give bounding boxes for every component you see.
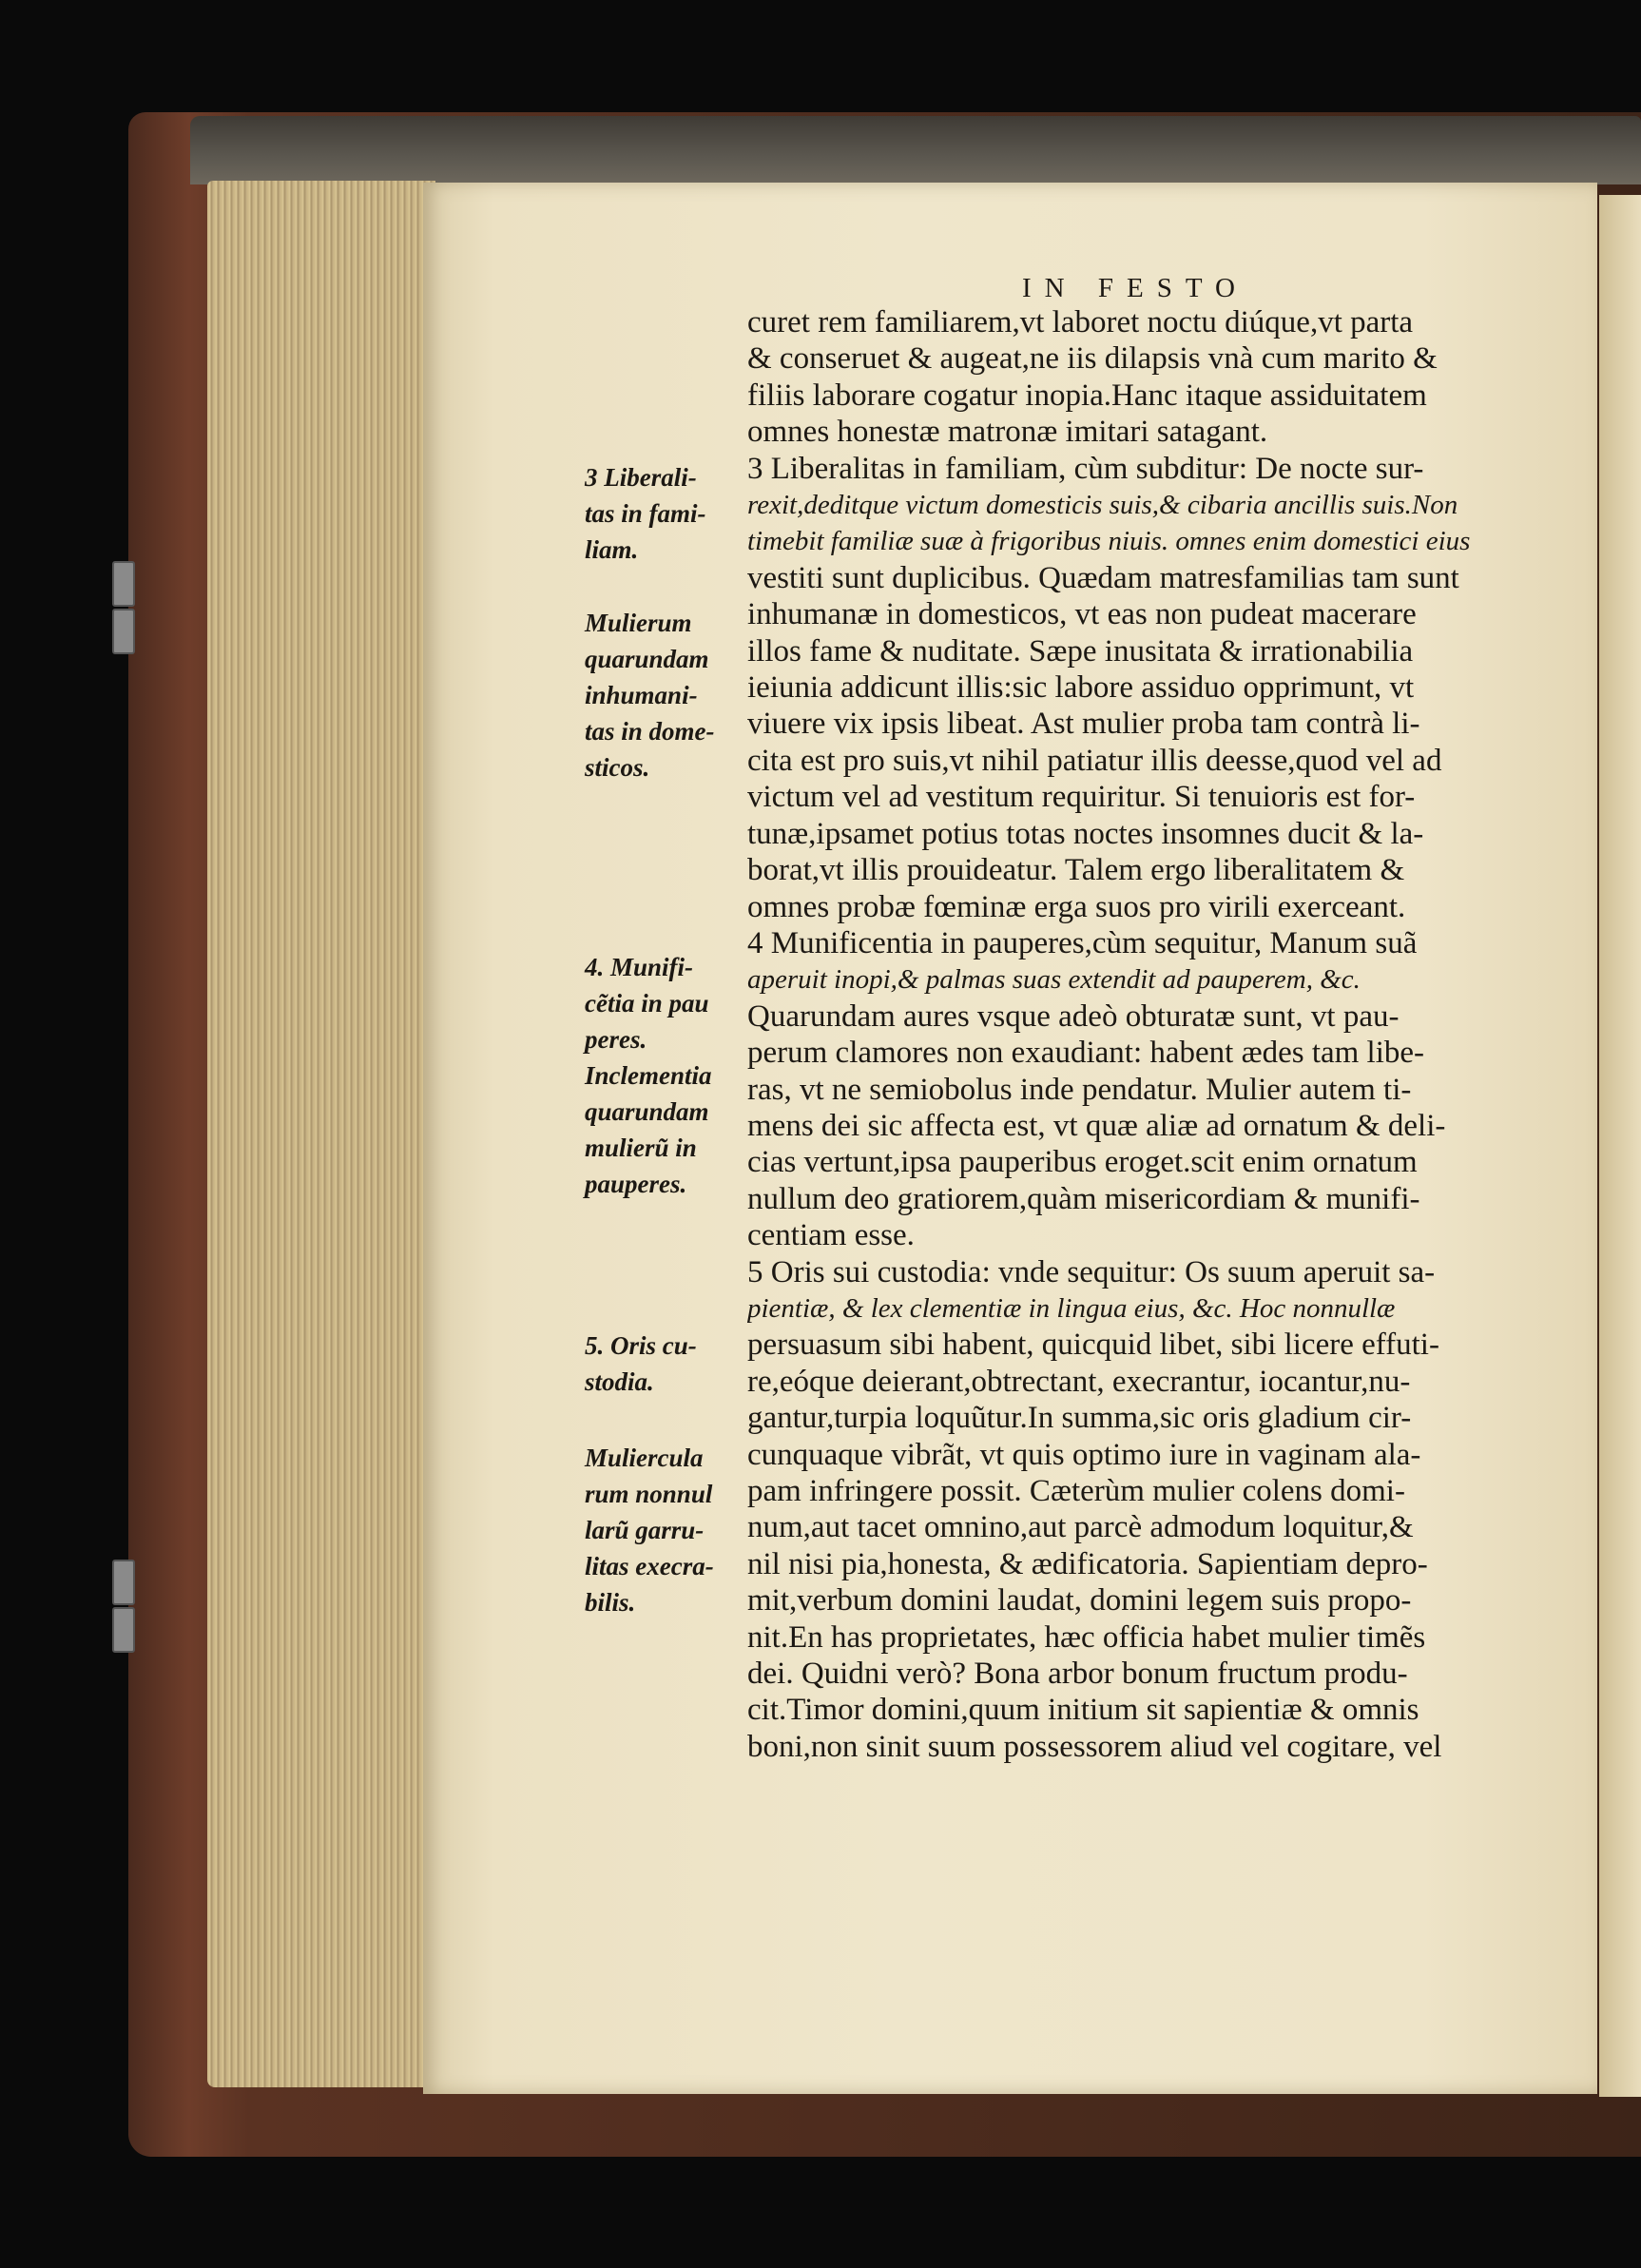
- text-line: inhumanæ in domesticos, vt eas non pudeat macerare: [747, 597, 1417, 632]
- text-line: mens dei sic affecta est, vt quæ aliæ ad ornatum & deli-: [747, 1108, 1446, 1143]
- margin-note: sticos.: [585, 753, 650, 782]
- text-line: pientiæ, & lex clementiæ in lingua eius, &c. Hoc nonnullæ: [747, 1292, 1396, 1324]
- margin-note: inhumani-: [585, 681, 698, 709]
- text-line: gantur,turpia loquũtur.In summa,sic oris gladium cir-: [747, 1401, 1412, 1436]
- text-line: 4 Munificentia in pauperes,cùm sequitur, Manum suã: [747, 925, 1418, 960]
- text-line: dei. Quidni verò? Bona arbor bonum fructum produ-: [747, 1657, 1408, 1692]
- text-line: borat,vt illis prouideatur. Talem ergo liberalitatem &: [747, 853, 1405, 888]
- text-line: cunquaque vibrãt, vt quis optimo iure in vaginam ala-: [747, 1437, 1421, 1472]
- text-line: curet rem familiarem,vt laboret noctu diúque,vt parta: [747, 305, 1414, 339]
- margin-note: 3 Liberali-: [585, 463, 697, 492]
- clasp-icon: [112, 609, 135, 654]
- margin-note: quarundam: [585, 1097, 709, 1126]
- margin-note: litas execra-: [585, 1552, 714, 1580]
- body-text: [747, 304, 1522, 1765]
- text-line: omnes honestæ matronæ imitari satagant.: [747, 415, 1268, 450]
- facing-page-edge: [1599, 195, 1641, 2097]
- margin-note: larũ garru-: [585, 1516, 705, 1544]
- text-line: nit.En has proprietates, hæc officia habet mulier timẽs: [747, 1619, 1426, 1655]
- margin-note: tas in dome-: [585, 717, 715, 746]
- text-line: victum vel ad vestitum requiritur. Si tenuioris est for-: [747, 780, 1416, 815]
- text-line: viuere vix ipsis libeat. Ast mulier proba tam contrà li-: [747, 707, 1420, 742]
- margin-note: Mulierum: [585, 609, 692, 637]
- margin-note: Inclementia: [585, 1061, 712, 1090]
- text-line: centiam esse.: [747, 1218, 915, 1253]
- margin-note: Muliercula: [585, 1444, 704, 1472]
- clasp-icon: [112, 561, 135, 607]
- margin-note: liam.: [585, 535, 639, 564]
- margin-note: tas in fami-: [585, 499, 706, 528]
- text-line: re,eóque deierant,obtrectant, execrantur, iocantur,nu-: [747, 1364, 1411, 1399]
- text-line: 5 Oris sui custodia: vnde sequitur: Os suum aperuit sa-: [747, 1254, 1436, 1289]
- text-line: filiis laborare cogatur inopia.Hanc itaque assiduitatem: [747, 378, 1427, 413]
- margin-note: pauperes.: [585, 1170, 687, 1198]
- text-line: cita est pro suis,vt nihil patiatur illis deesse,quod vel ad: [747, 743, 1442, 778]
- text-line: perum clamores non exaudiant: habent ædes tam libe-: [747, 1036, 1425, 1071]
- margin-note: bilis.: [585, 1588, 636, 1617]
- margin-note: cẽtia in pau: [585, 989, 709, 1018]
- text-line: cit.Timor domini,quum initium sit sapientiæ & omnis: [747, 1693, 1419, 1728]
- text-line: & conseruet & augeat,ne iis dilapsis vnà cum marito &: [747, 341, 1438, 377]
- text-line: num,aut tacet omnino,aut parcè admodum loquitur,&: [747, 1510, 1414, 1545]
- text-line: nil nisi pia,honesta, & ædificatoria. Sapientiam depro-: [747, 1546, 1428, 1581]
- page-edges: [207, 181, 435, 2087]
- margin-note: peres.: [585, 1025, 647, 1054]
- margin-note: mulierũ in: [585, 1134, 697, 1162]
- text-line: ras, vt ne semiobolus inde pendatur. Mulier autem ti-: [747, 1072, 1412, 1107]
- margin-note: 5. Oris cu-: [585, 1331, 697, 1360]
- margin-note: stodia.: [585, 1367, 654, 1396]
- margin-note: 4. Munifi-: [585, 953, 694, 981]
- text-line: rexit,deditque victum domesticis suis,& cibaria ancillis suis.Non: [747, 490, 1458, 521]
- text-line: omnes probæ fœminæ erga suos pro virili exerceant.: [747, 889, 1406, 924]
- text-line: nullum deo gratiorem,quàm misericordiam & munifi-: [747, 1181, 1420, 1216]
- text-line: boni,non sinit suum possessorem aliud vel cogitare, vel: [747, 1729, 1442, 1764]
- text-line: timebit familiæ suæ à frigoribus niuis. omnes enim domestici eius: [747, 526, 1471, 557]
- text-line: aperuit inopi,& palmas suas extendit ad pauperem, &c.: [747, 964, 1361, 996]
- text-line: cias vertunt,ipsa pauperibus eroget.scit enim ornatum: [747, 1145, 1418, 1180]
- text-line: persuasum sibi habent, quicquid libet, sibi licere effuti-: [747, 1328, 1439, 1363]
- text-line: pam infringere possit. Cæterùm mulier colens domi-: [747, 1474, 1405, 1508]
- text-line: Quarundam aures vsque adeò obturatæ sunt, vt pau-: [747, 998, 1400, 1034]
- text-line: mit,verbum domini laudat, domini legem suis propo-: [747, 1583, 1412, 1619]
- text-line: ieiunia addicunt illis:sic labore assiduo opprimunt, vt: [747, 670, 1415, 706]
- clasp-icon: [112, 1607, 135, 1653]
- cover-board-top: [190, 116, 1641, 184]
- margin-note: rum nonnul: [585, 1480, 713, 1508]
- text-line: tunæ,ipsamet potius totas noctes insomnes ducit & la-: [747, 816, 1424, 851]
- text-line: illos fame & nuditate. Sæpe inusitata & irrationabilia: [747, 633, 1414, 669]
- margin-note: quarundam: [585, 645, 709, 673]
- clasp-icon: [112, 1560, 135, 1605]
- text-line: 3 Liberalitas in familiam, cùm subditur: De nocte sur-: [747, 451, 1424, 486]
- running-head: IN FESTO: [1022, 273, 1248, 303]
- text-line: vestiti sunt duplicibus. Quædam matresfamilias tam sunt: [747, 560, 1459, 595]
